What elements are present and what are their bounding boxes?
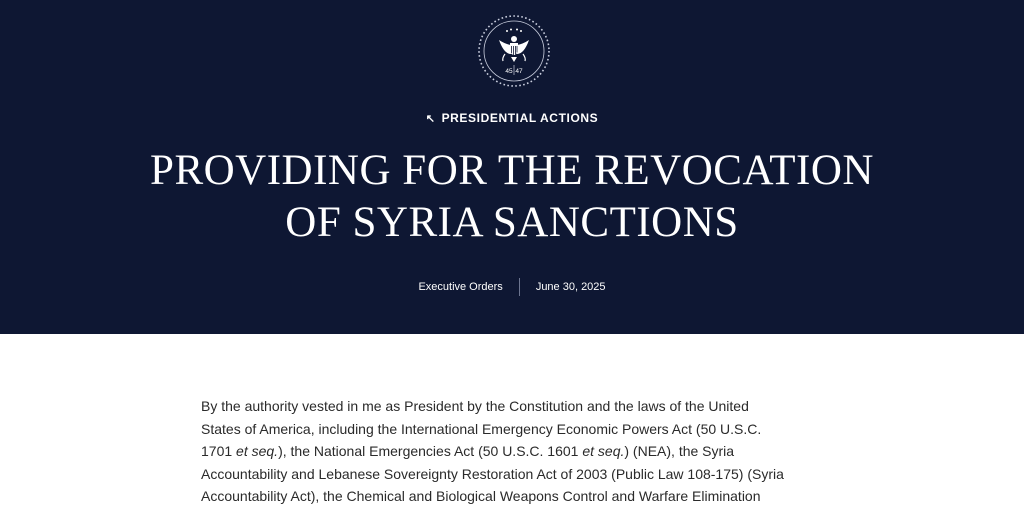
page-title-line-1: PROVIDING FOR THE REVOCATION xyxy=(150,147,874,194)
page-title xyxy=(0,145,1024,249)
category-link[interactable]: Executive Orders xyxy=(418,281,503,293)
presidential-actions-link[interactable] xyxy=(0,111,1024,125)
body-text-segment: Accountability Act), the Chemical and Biological Weapons Control and Warfare Elimination xyxy=(201,488,761,505)
article-body-paragraph xyxy=(201,395,831,508)
presidential-seal-logo[interactable] xyxy=(477,14,551,88)
body-line xyxy=(201,395,831,418)
page-title-line-2: OF SYRIA SANCTIONS xyxy=(285,199,739,246)
seal-right-number: 47 xyxy=(515,68,523,75)
body-text-segment: ) (NEA), the Syria xyxy=(624,443,735,460)
arrow-up-left-icon: ↖ xyxy=(425,113,436,125)
body-text-italic: et seq. xyxy=(582,443,625,460)
kicker-label: PRESIDENTIAL ACTIONS xyxy=(441,111,599,125)
article-meta xyxy=(0,278,1024,296)
body-text-segment: By the authority vested in me as President by the Constitution and the laws of the United xyxy=(201,398,749,414)
seal-left-number: 45 xyxy=(505,68,513,75)
body-text-segment: States of America, including the International Emergency Economic Powers Act (50 U.S.C. xyxy=(201,420,762,437)
body-line xyxy=(201,463,831,486)
body-text-segment: ), the National Emergencies Act (50 U.S.C. 1601 xyxy=(278,443,583,460)
body-text-italic: et seq. xyxy=(236,443,279,460)
body-line xyxy=(201,418,831,441)
eagle-seal-icon xyxy=(477,14,551,88)
body-line xyxy=(201,440,831,463)
body-text-segment: 1701 xyxy=(201,443,237,460)
body-text-segment: Accountability and Lebanese Sovereignty Restoration Act of 2003 (Public Law 108-175) (Syria xyxy=(201,465,784,482)
meta-divider xyxy=(519,278,520,296)
publish-date: June 30, 2025 xyxy=(535,281,606,293)
